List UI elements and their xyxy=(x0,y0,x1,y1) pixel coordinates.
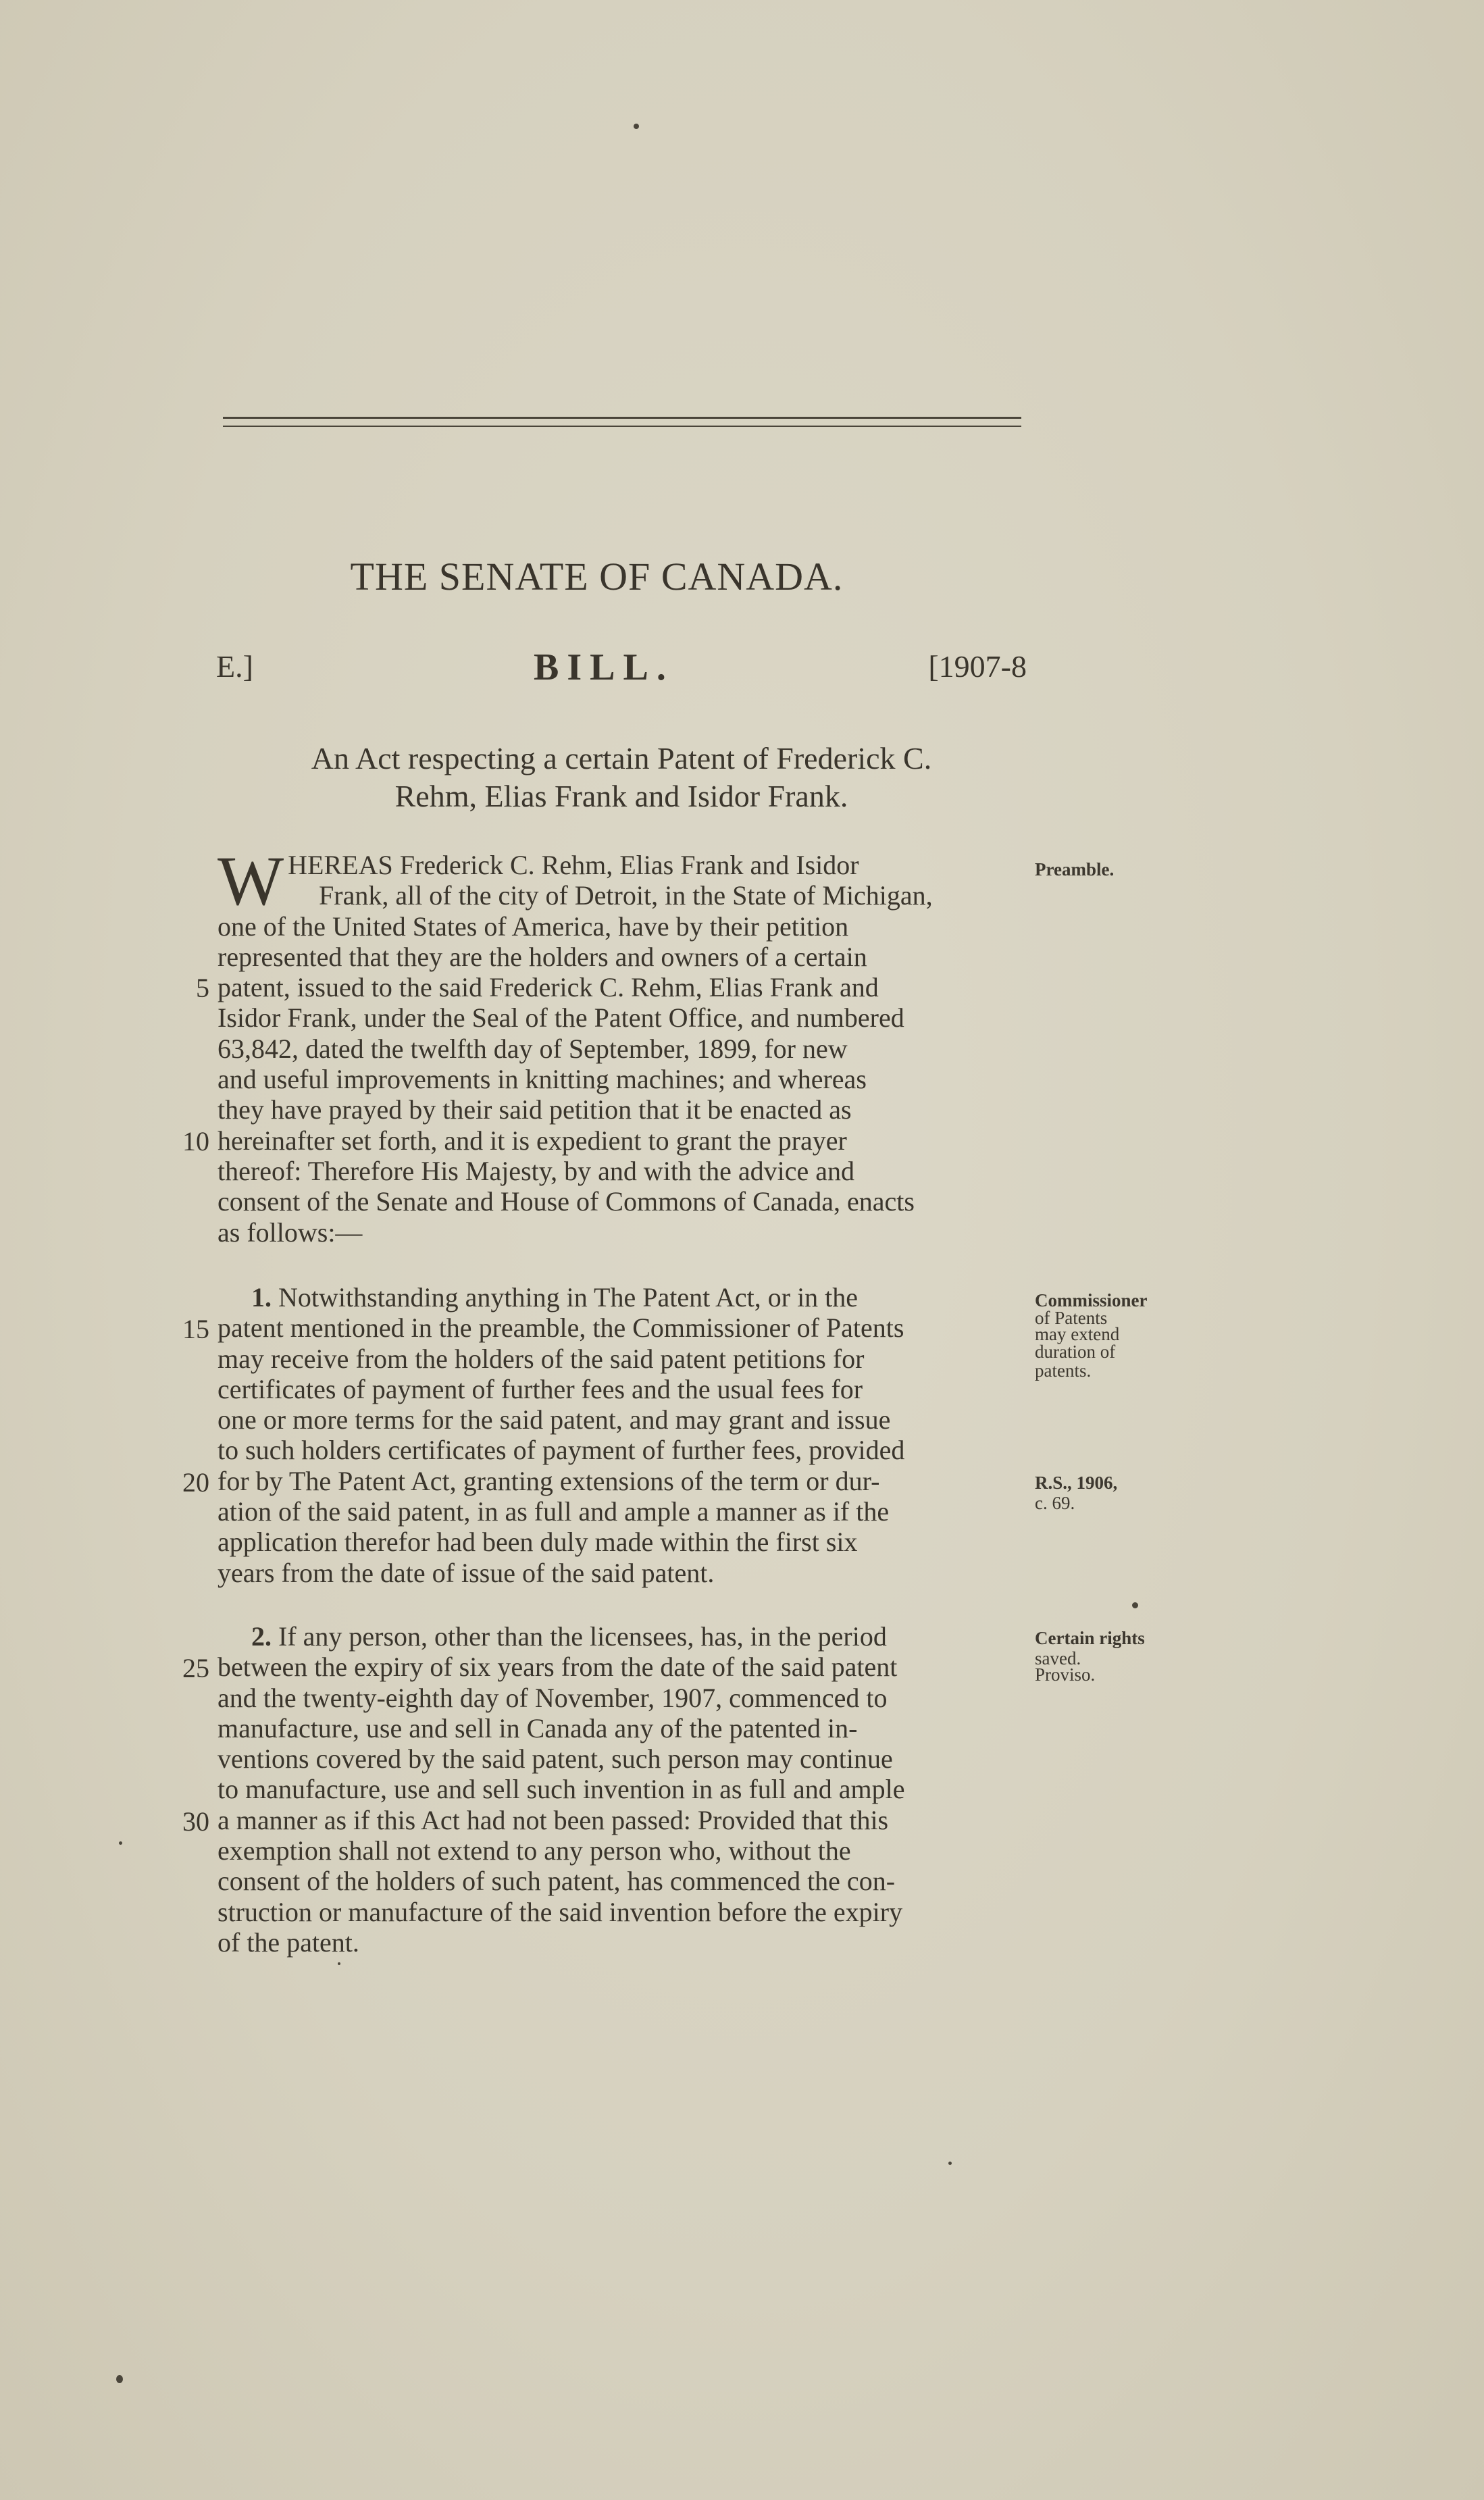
line-number: 25 xyxy=(182,1653,209,1683)
act-title-line: Rehm, Elias Frank and Isidor Frank. xyxy=(394,779,848,813)
preamble-line: as follows:— xyxy=(218,1217,363,1248)
line-number: 20 xyxy=(182,1467,209,1498)
preamble-line: 63,842, dated the twelfth day of September, 1899, for new xyxy=(218,1033,848,1064)
section-2 xyxy=(218,1621,1025,1958)
section-number: 1. xyxy=(251,1282,272,1312)
act-title-line: An Act respecting a certain Patent of Frederick C. xyxy=(311,741,932,775)
section-line: struction or manufacture of the said invention before the expiry xyxy=(218,1896,903,1927)
session-year: [1907-8 xyxy=(928,649,1027,684)
preamble-dropcap: W xyxy=(218,842,284,920)
section-line: application therefor had been duly made within the first six xyxy=(218,1527,858,1558)
section-line: years from the date of issue of the said patent. xyxy=(218,1557,715,1588)
line-number: 10 xyxy=(182,1126,209,1156)
section-1 xyxy=(218,1282,1025,1588)
preamble-line: represented that they are the holders and owners of a certain xyxy=(218,941,867,972)
section-line: patent mentioned in the preamble, the Commissioner of Patents xyxy=(218,1312,904,1344)
margin-note-rs: R.S., 1906, c. 69. xyxy=(1035,1473,1118,1513)
top-rule-thin xyxy=(223,426,1021,427)
bill-code: E.] xyxy=(216,649,253,684)
section-number: 2. xyxy=(251,1621,272,1652)
senate-heading: THE SENATE OF CANADA. xyxy=(350,555,844,598)
margin-note-commissioner: Commissioner of Patents may extend duration of patents. xyxy=(1035,1290,1148,1381)
section-line: to manufacture, use and sell such invention in as full and ample xyxy=(218,1774,905,1805)
preamble-line: one of the United States of America, have by their petition xyxy=(218,911,849,942)
paper-speck xyxy=(119,1841,122,1845)
preamble-line: consent of the Senate and House of Commons of Canada, enacts xyxy=(218,1186,915,1217)
section-line: one or more terms for the said patent, and may grant and issue xyxy=(218,1404,891,1435)
bill-header-row xyxy=(216,648,1027,696)
section-line: of the patent. xyxy=(218,1927,359,1958)
preamble-line: thereof: Therefore His Majesty, by and with the advice and xyxy=(218,1155,855,1186)
section-line: exemption shall not extend to any person who, without the xyxy=(218,1835,851,1866)
paper-speck xyxy=(634,124,639,129)
preamble xyxy=(218,842,1025,1248)
paper-speck xyxy=(116,2375,123,2383)
line-number: 30 xyxy=(182,1806,209,1837)
act-title xyxy=(216,740,1027,815)
line-number: 15 xyxy=(182,1314,209,1344)
section-line: for by The Patent Act, granting extensions of the term or dur- xyxy=(218,1465,880,1496)
paper-speck xyxy=(338,1962,340,1965)
section-line: between the expiry of six years from the date of the said patent xyxy=(218,1652,898,1683)
preamble-line: Frank, all of the city of Detroit, in the State of Michigan, xyxy=(319,880,933,911)
preamble-line: patent, issued to the said Frederick C. Rehm, Elias Frank and xyxy=(218,972,879,1003)
section-line: ventions covered by the said patent, such person may continue xyxy=(218,1743,893,1775)
section-line: 2. If any person, other than the licensees, has, in the period xyxy=(251,1621,887,1652)
margin-note-certain-rights: Certain rights saved. Proviso. xyxy=(1035,1628,1145,1685)
section-line: to such holders certificates of payment of further fees, provided xyxy=(218,1435,905,1466)
section-line: 1. Notwithstanding anything in The Patent Act, or in the xyxy=(251,1282,859,1312)
preamble-line: and useful improvements in knitting machines; and whereas xyxy=(218,1064,867,1095)
line-number: 5 xyxy=(196,973,209,1003)
margin-note-preamble: Preamble. xyxy=(1035,859,1115,879)
section-line: and the twenty-eighth day of November, 1907, commenced to xyxy=(218,1682,888,1713)
bill-label: BILL. xyxy=(534,646,674,688)
paper-speck xyxy=(948,2162,952,2165)
section-line: manufacture, use and sell in Canada any of the patented in- xyxy=(218,1712,858,1743)
section-line: a manner as if this Act had not been passed: Provided that this xyxy=(218,1804,889,1835)
preamble-line: they have prayed by their said petition that it be enacted as xyxy=(218,1094,852,1125)
section-line: ation of the said patent, in as full and ample a manner as if the xyxy=(218,1496,890,1527)
preamble-line: HEREAS Frederick C. Rehm, Elias Frank and Isidor xyxy=(288,850,859,880)
section-line: consent of the holders of such patent, has commenced the con- xyxy=(218,1866,896,1897)
top-rule xyxy=(223,417,1021,419)
section-line: certificates of payment of further fees and the usual fees for xyxy=(218,1373,863,1404)
paper-speck xyxy=(1132,1602,1138,1608)
section-line: may receive from the holders of the said patent petitions for xyxy=(218,1343,865,1374)
preamble-line: Isidor Frank, under the Seal of the Patent Office, and numbered xyxy=(218,1002,904,1034)
preamble-line: hereinafter set forth, and it is expedient to grant the prayer xyxy=(218,1125,847,1156)
